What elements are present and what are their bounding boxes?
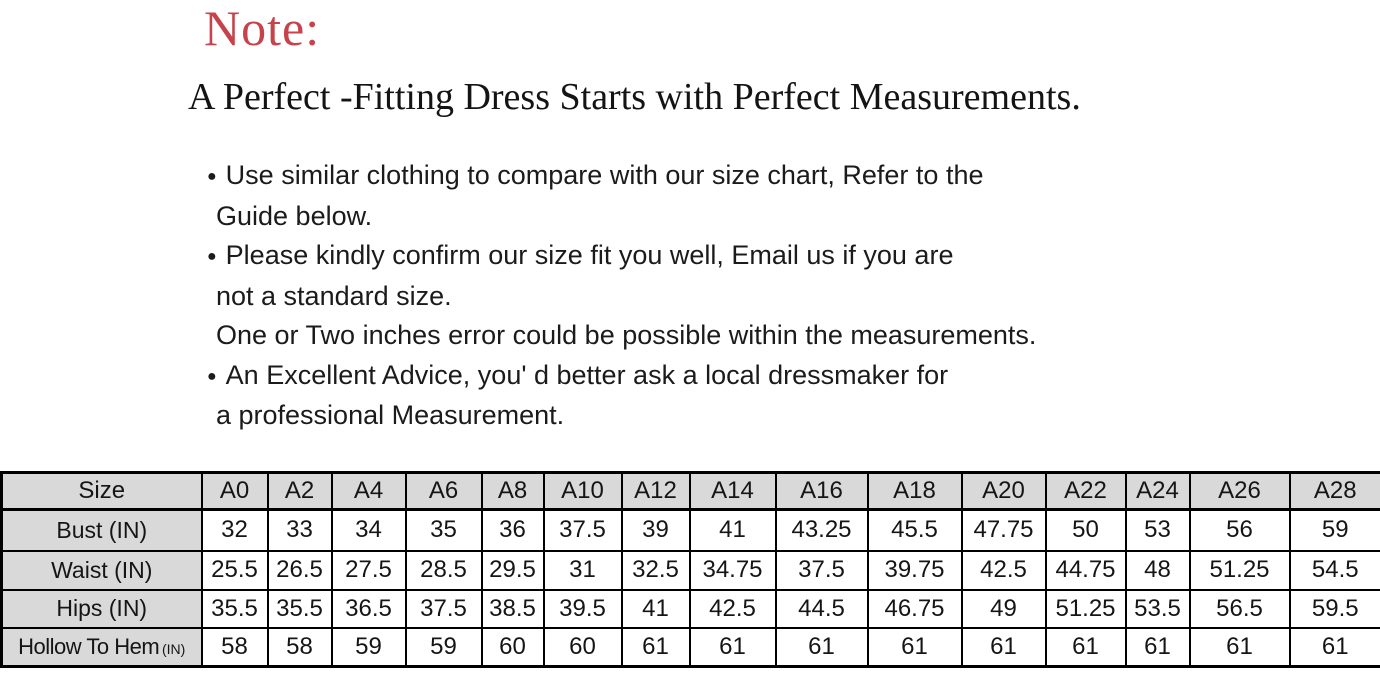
measurement-cell: 39.75 bbox=[868, 551, 962, 590]
note-continuation-line bbox=[216, 316, 1036, 356]
note-text: An Excellent Advice, you' d better ask a local dressmaker for bbox=[225, 359, 949, 390]
page-heading: A Perfect -Fitting Dress Starts with Perfect Measurements. bbox=[188, 76, 1081, 118]
row-label: Bust (IN) bbox=[2, 510, 202, 551]
measurement-cell: 44.75 bbox=[1046, 551, 1126, 590]
measurement-cell: 38.5 bbox=[482, 590, 544, 628]
measurement-cell: 61 bbox=[1046, 628, 1126, 667]
measurement-cell: 61 bbox=[1190, 628, 1290, 667]
size-col-header: A14 bbox=[690, 473, 776, 510]
note-continuation-line bbox=[216, 396, 1036, 436]
measurement-cell: 34.75 bbox=[690, 551, 776, 590]
size-col-header: A10 bbox=[544, 473, 622, 510]
row-label: Hollow To Hem (IN) bbox=[2, 628, 202, 667]
table-row bbox=[2, 590, 1380, 628]
measurement-cell: 35 bbox=[406, 510, 482, 551]
notes-list bbox=[207, 156, 1036, 436]
measurement-cell: 53 bbox=[1126, 510, 1190, 551]
measurement-cell: 61 bbox=[1126, 628, 1190, 667]
size-col-header: A18 bbox=[868, 473, 962, 510]
measurement-cell: 59 bbox=[1290, 510, 1380, 551]
bullet-icon: ● bbox=[207, 248, 217, 265]
note-bullet-line bbox=[207, 156, 1036, 197]
measurement-cell: 61 bbox=[962, 628, 1046, 667]
size-col-header: A20 bbox=[962, 473, 1046, 510]
size-col-header: A16 bbox=[776, 473, 868, 510]
measurement-cell: 39.5 bbox=[544, 590, 622, 628]
measurement-cell: 61 bbox=[622, 628, 690, 667]
measurement-cell: 60 bbox=[544, 628, 622, 667]
measurement-cell: 34 bbox=[332, 510, 406, 551]
table-row bbox=[2, 628, 1380, 667]
measurement-cell: 59 bbox=[406, 628, 482, 667]
measurement-cell: 47.75 bbox=[962, 510, 1046, 551]
size-col-header: A2 bbox=[268, 473, 332, 510]
note-text: not a standard size. bbox=[216, 280, 452, 311]
measurement-cell: 42.5 bbox=[962, 551, 1046, 590]
row-label: Hips (IN) bbox=[2, 590, 202, 628]
measurement-cell: 43.25 bbox=[776, 510, 868, 551]
measurement-cell: 58 bbox=[202, 628, 268, 667]
measurement-cell: 35.5 bbox=[268, 590, 332, 628]
measurement-cell: 59.5 bbox=[1290, 590, 1380, 628]
measurement-cell: 36 bbox=[482, 510, 544, 551]
measurement-cell: 53.5 bbox=[1126, 590, 1190, 628]
measurement-cell: 33 bbox=[268, 510, 332, 551]
measurement-cell: 61 bbox=[1290, 628, 1380, 667]
note-bullet-line bbox=[207, 356, 1036, 397]
measurement-cell: 58 bbox=[268, 628, 332, 667]
note-bullet-line bbox=[207, 236, 1036, 277]
size-col-header: A22 bbox=[1046, 473, 1126, 510]
note-text: a professional Measurement. bbox=[216, 400, 565, 430]
measurement-cell: 51.25 bbox=[1190, 551, 1290, 590]
note-text: Please kindly confirm our size fit you well, Email us if you are bbox=[225, 240, 954, 270]
measurement-cell: 39 bbox=[622, 510, 690, 551]
table-header-row bbox=[2, 473, 1380, 510]
note-continuation-line bbox=[216, 277, 1036, 317]
measurement-cell: 56 bbox=[1190, 510, 1290, 551]
measurement-cell: 41 bbox=[690, 510, 776, 551]
measurement-cell: 56.5 bbox=[1190, 590, 1290, 628]
size-col-header: A12 bbox=[622, 473, 690, 510]
note-text: One or Two inches error could be possible within the measurements. bbox=[216, 320, 1037, 350]
size-col-header: A6 bbox=[406, 473, 482, 510]
measurement-cell: 37.5 bbox=[406, 590, 482, 628]
measurement-cell: 35.5 bbox=[202, 590, 268, 628]
size-chart-table bbox=[0, 471, 1380, 668]
size-col-header: A4 bbox=[332, 473, 406, 510]
row-label-unit: (IN) bbox=[159, 640, 186, 657]
size-col-header: A24 bbox=[1126, 473, 1190, 510]
size-col-header: A8 bbox=[482, 473, 544, 510]
measurement-cell: 37.5 bbox=[776, 551, 868, 590]
note-title: Note: bbox=[204, 0, 321, 56]
measurement-cell: 26.5 bbox=[268, 551, 332, 590]
measurement-cell: 54.5 bbox=[1290, 551, 1380, 590]
table-row bbox=[2, 551, 1380, 590]
size-col-header: A0 bbox=[202, 473, 268, 510]
measurement-cell: 61 bbox=[776, 628, 868, 667]
measurement-cell: 50 bbox=[1046, 510, 1126, 551]
measurement-cell: 29.5 bbox=[482, 551, 544, 590]
note-text: Guide below. bbox=[216, 200, 373, 231]
measurement-cell: 32 bbox=[202, 510, 268, 551]
measurement-cell: 61 bbox=[690, 628, 776, 667]
measurement-cell: 51.25 bbox=[1046, 590, 1126, 628]
measurement-cell: 49 bbox=[962, 590, 1046, 628]
measurement-cell: 25.5 bbox=[202, 551, 268, 590]
measurement-cell: 44.5 bbox=[776, 590, 868, 628]
measurement-cell: 59 bbox=[332, 628, 406, 667]
row-label: Waist (IN) bbox=[2, 551, 202, 590]
bullet-icon: ● bbox=[207, 367, 217, 385]
measurement-cell: 48 bbox=[1126, 551, 1190, 590]
measurement-cell: 41 bbox=[622, 590, 690, 628]
size-col-header: A28 bbox=[1290, 473, 1380, 510]
note-text: Use similar clothing to compare with our size chart, Refer to the bbox=[225, 160, 984, 190]
note-continuation-line bbox=[216, 197, 1036, 237]
measurement-cell: 36.5 bbox=[332, 590, 406, 628]
measurement-cell: 28.5 bbox=[406, 551, 482, 590]
size-col-header: A26 bbox=[1190, 473, 1290, 510]
measurement-cell: 46.75 bbox=[868, 590, 962, 628]
measurement-cell: 32.5 bbox=[622, 551, 690, 590]
measurement-cell: 42.5 bbox=[690, 590, 776, 628]
measurement-cell: 61 bbox=[868, 628, 962, 667]
measurement-cell: 31 bbox=[544, 551, 622, 590]
bullet-icon: ● bbox=[207, 168, 217, 185]
corner-label-size: Size bbox=[2, 473, 202, 510]
measurement-cell: 60 bbox=[482, 628, 544, 667]
table-row bbox=[2, 510, 1380, 551]
measurement-cell: 37.5 bbox=[544, 510, 622, 551]
measurement-cell: 27.5 bbox=[332, 551, 406, 590]
measurement-cell: 45.5 bbox=[868, 510, 962, 551]
